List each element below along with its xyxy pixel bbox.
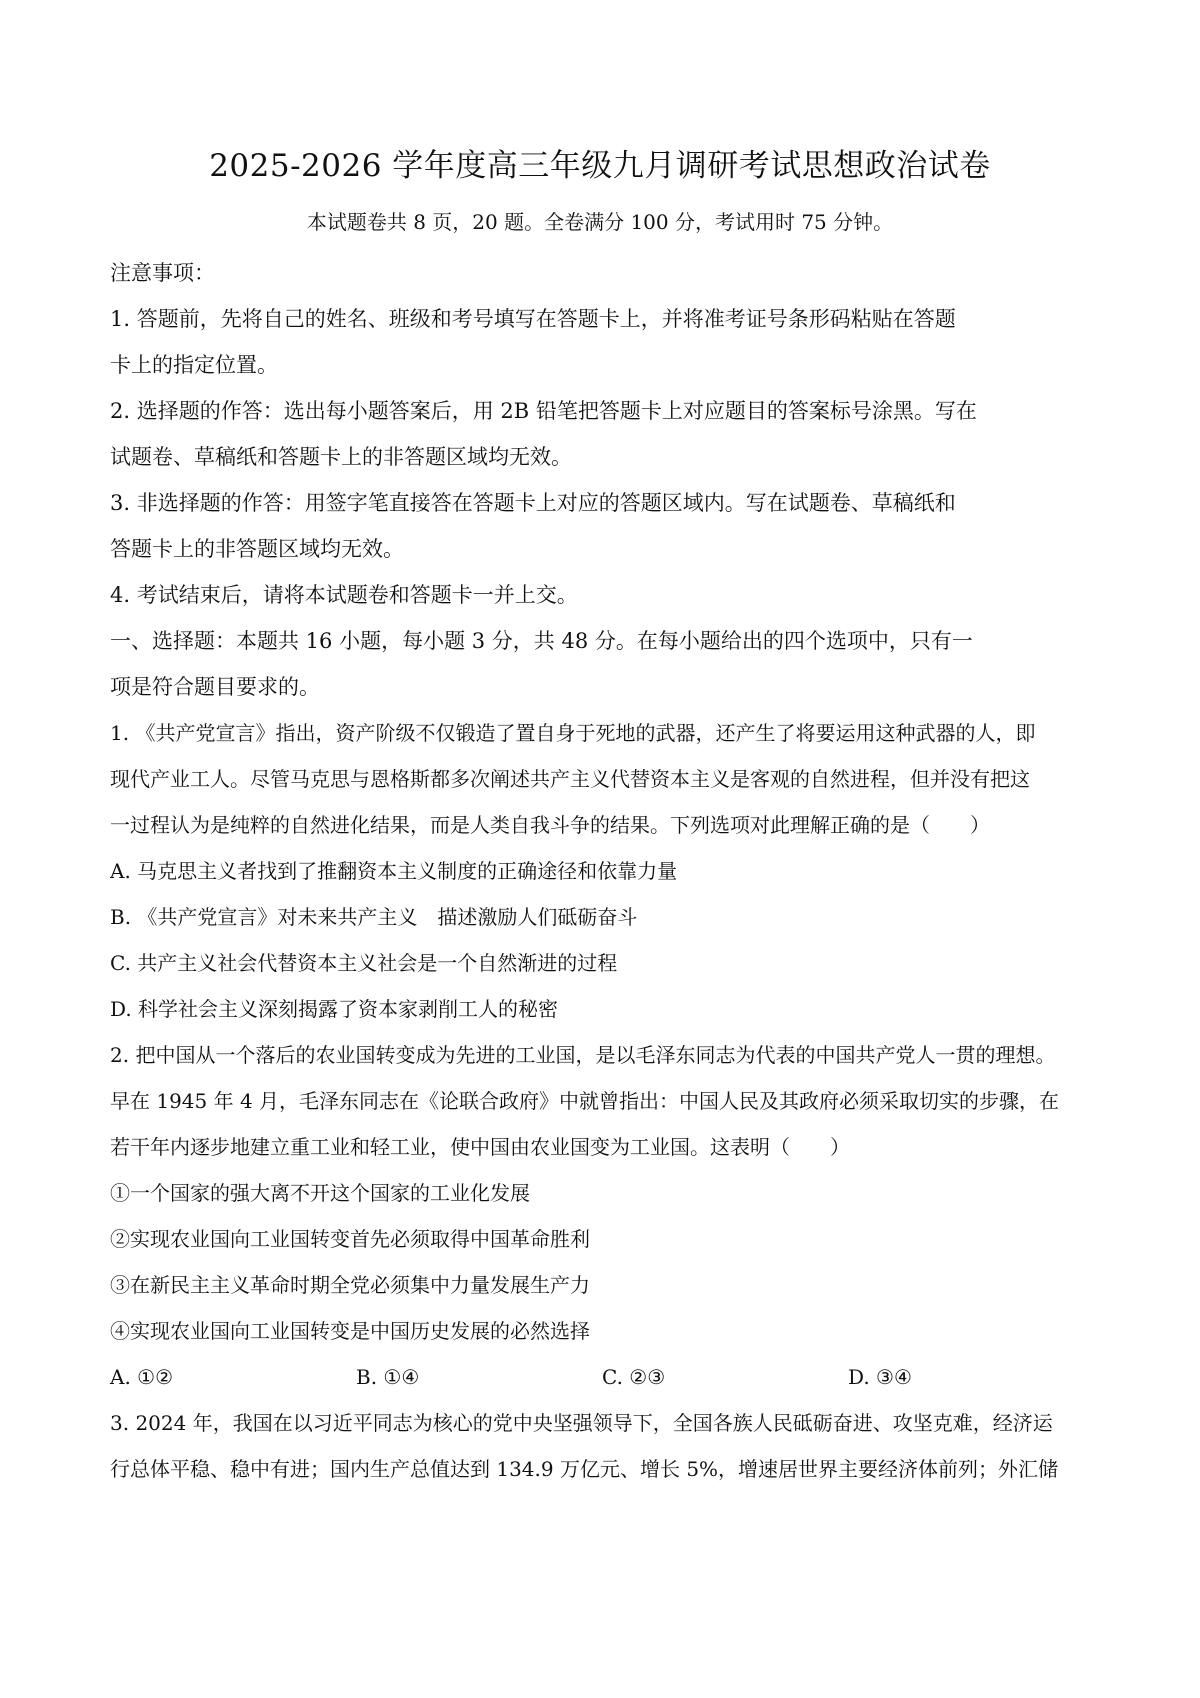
question-stem-line: 早在 1945 年 4 月，毛泽东同志在《论联合政府》中就曾指出：中国人民及其政府必须采取切实的步骤，在: [110, 1089, 1060, 1113]
answer-option: B. 《共产党宣言》对未来共产主义 描述激励人们砥砺奋斗: [110, 905, 638, 929]
notice-section: [110, 250, 1095, 618]
question-stem-line: 1. 《共产党宣言》指出，资产阶级不仅锻造了置自身于死地的武器，还产生了将要运用这种武器的人，即: [110, 721, 1036, 745]
notice-line: 3. 非选择题的作答：用签字笔直接答在答题卡上对应的答题区域内。写在试题卷、草稿纸和: [110, 491, 956, 515]
question-2: [110, 1032, 1095, 1400]
notice-line: 1. 答题前，先将自己的姓名、班级和考号填写在答题卡上，并将准考证号条形码粘贴在答题: [110, 307, 956, 331]
statement-item: ④实现农业国向工业国转变是中国历史发展的必然选择: [110, 1319, 590, 1343]
choice-row: [110, 1354, 1095, 1400]
question-stem-line: 若干年内逐步地建立重工业和轻工业，使中国由农业国变为工业国。这表明（ ）: [110, 1135, 850, 1159]
section-heading-line: 一、选择题：本题共 16 小题，每小题 3 分，共 48 分。在每小题给出的四个选项中，只有一: [110, 629, 973, 653]
choice-option: D. ③④: [848, 1365, 912, 1389]
section-heading-line: 项是符合题目要求的。: [110, 675, 320, 699]
answer-option: C. 共产主义社会代替资本主义社会是一个自然渐进的过程: [110, 951, 618, 975]
statement-item: ③在新民主主义革命时期全党必须集中力量发展生产力: [110, 1273, 590, 1297]
section-heading: [110, 618, 1095, 710]
notice-line: 答题卡上的非答题区域均无效。: [110, 537, 404, 561]
exam-title: 2025-2026 学年度高三年级九月调研考试思想政治试卷: [209, 148, 991, 184]
choice-option: A. ①②: [110, 1365, 174, 1389]
notice-line: 卡上的指定位置。: [110, 353, 278, 377]
question-3: [110, 1400, 1095, 1492]
choice-option: C. ②③: [602, 1365, 666, 1389]
statement-item: ②实现农业国向工业国转变首先必须取得中国革命胜利: [110, 1227, 590, 1251]
question-stem-line: 一过程认为是纯粹的自然进化结果，而是人类自我斗争的结果。下列选项对此理解正确的是（ ）: [110, 813, 990, 837]
choice-option: B. ①④: [356, 1365, 420, 1389]
notice-line: 试题卷、草稿纸和答题卡上的非答题区域均无效。: [110, 445, 572, 469]
notice-line: 4. 考试结束后，请将本试题卷和答题卡一并上交。: [110, 583, 578, 607]
question-stem-line: 3. 2024 年，我国在以习近平同志为核心的党中央坚强领导下，全国各族人民砥砺奋进、攻坚克难，经济运: [110, 1411, 1053, 1435]
notice-heading: 注意事项：: [110, 261, 215, 285]
question-stem-line: 2. 把中国从一个落后的农业国转变成为先进的工业国，是以毛泽东同志为代表的中国共产党人一贯的理想。: [110, 1043, 1056, 1067]
answer-option: A. 马克思主义者找到了推翻资本主义制度的正确途径和依靠力量: [110, 859, 678, 883]
exam-body: [110, 250, 1095, 1492]
question-1: [110, 710, 1095, 1032]
exam-subtitle: 本试题卷共 8 页，20 题。全卷满分 100 分，考试用时 75 分钟。: [306, 210, 894, 234]
answer-option: D. 科学社会主义深刻揭露了资本家剥削工人的秘密: [110, 997, 559, 1021]
statement-item: ①一个国家的强大离不开这个国家的工业化发展: [110, 1181, 530, 1205]
question-stem-line: 现代产业工人。尽管马克思与恩格斯都多次阐述共产主义代替资本主义是客观的自然进程，但并没有把这: [110, 767, 1030, 791]
notice-line: 2. 选择题的作答：选出每小题答案后，用 2B 铅笔把答题卡上对应题目的答案标号涂黑。写在: [110, 399, 977, 423]
question-stem-line: 行总体平稳、稳中有进；国内生产总值达到 134.9 万亿元、增长 5%，增速居世界主要经济体前列；外汇储: [110, 1457, 1059, 1481]
